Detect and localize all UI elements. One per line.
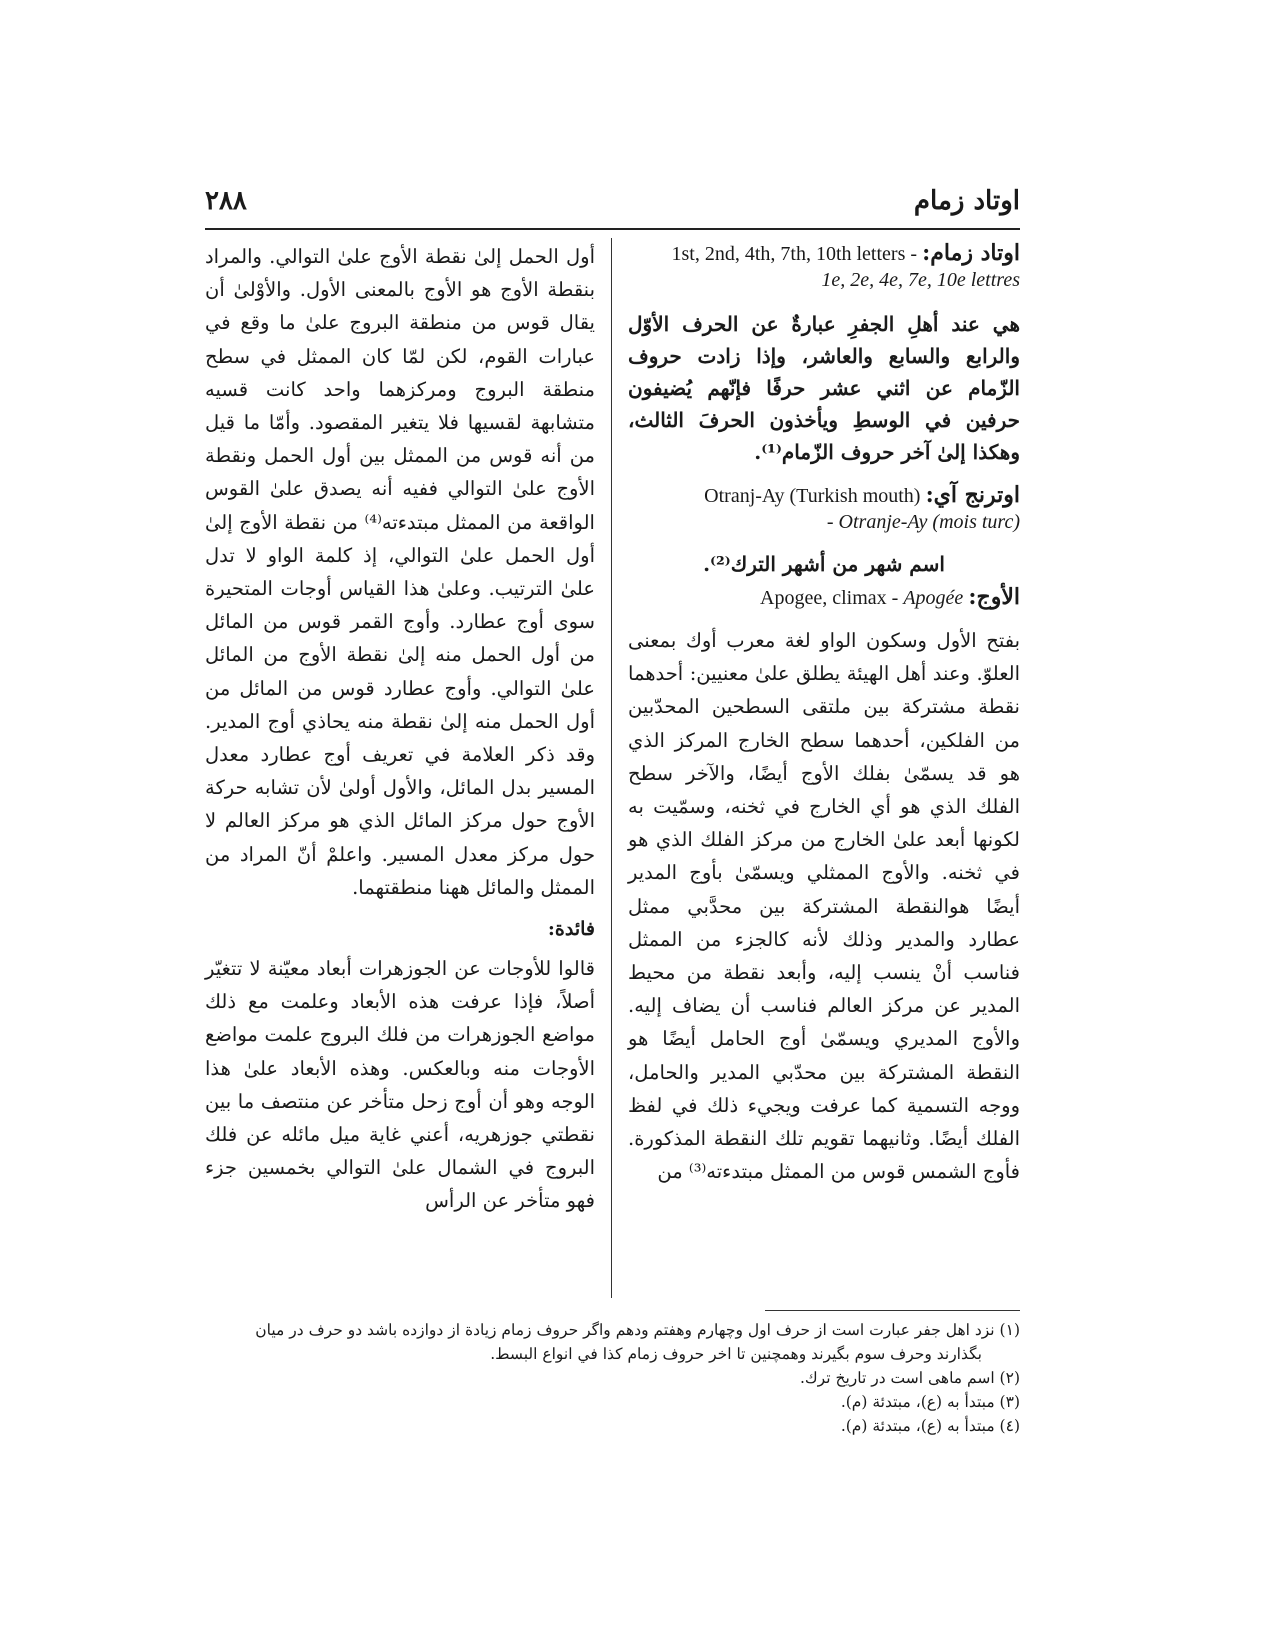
continued-paragraph: أول الحمل إلىٰ نقطة الأوج علىٰ التوالي. والمراد بنقطة الأوج هو الأوج بالمعنى الأول. والأوْلىٰ أن يقال قوس من منطقة البروج علىٰ ما وقع في عبارات القوم، لكن لمّا كان الممثل في سطح منطقة البروج ومركزهما واحد كانت قسيه متشابهة لقسيها فلا يتغير المقصود. وأمّا ما قيل من أنه قوس من الممثل بين أول الحمل ونقطة الأوج علىٰ التوالي ففيه أنه يصدق علىٰ القوس الواقعة من الممثل مبتدءته⁽⁴⁾ من نقطة الأوج إلىٰ أول الحمل علىٰ التوالي، إذ كلمة الواو لا تدل علىٰ الترتيب. وعلىٰ هذا القياس أوجات المتحيرة سوى أوج عطارد. وأوج القمر قوس من المائل من أول الحمل منه إلىٰ نقطة الأوج من المائل علىٰ التوالي. وأوج عطارد قوس من المائل من أول الحمل منه إلىٰ نقطة منه يحاذي أوج المدير. وقد ذكر العلامة في تعريف أوج عطارد معدل المسير بدل المائل، والأول أولىٰ لأن تشابه حركة الأوج حول مركز المائل الذي هو مركز العالم لا حول مركز معدل المسير. واعلمْ أنّ المراد من الممثل والمائل ههنا منطقتهما.	[205, 245, 595, 899]
entry-definition: اسم شهر من أشهر الترك⁽²⁾.	[703, 552, 945, 576]
english-gloss: Apogee, climax -	[760, 587, 904, 609]
footnote-2: (٢) اسم ماهى است در تاريخ ترك.	[799, 1369, 1020, 1387]
english-gloss: Otranj-Ay (Turkish mouth)	[704, 485, 921, 507]
section-paragraph: قالوا للأوجات عن الجوزهرات أبعاد معيّنة لا تتغيّر أصلاً، فإذا عرفت هذه الأبعاد وعلمت مع ذلك مواضع الجوزهرات من فلك البروج علمت مواضع الأوجات منه وبالعكس. وهذه الأبعاد علىٰ هذا الوجه وهو أن أوج زحل متأخر عن منتصف ما بين نقطتي جوزهريه، أعني غاية ميل مائله عن فلك البروج في الشمال علىٰ التوالي بخمسين جزء فهو متأخر عن الرأس	[205, 957, 595, 1213]
footnote-3: (٣) مبتدأ به (ع)، مبتدئة (م).	[840, 1393, 1020, 1411]
footnote-4: (٤) مبتدأ به (ع)، مبتدئة (م).	[840, 1417, 1020, 1435]
headword: اوترنج آي:	[925, 482, 1020, 508]
footnote-1: (١) نزد اهل جفر عبارت است از حرف اول وچهارم وهفتم ودهم واگر حروف زمام زيادة از دوازده باشد دو حرف در ميان	[255, 1321, 1020, 1339]
column-divider	[611, 238, 612, 1298]
entry-body: بفتح الأول وسكون الواو لغة معرب أوك بمعنى العلوّ. وعند أهل الهيئة يطلق علىٰ معنيين: أحدهما نقطة مشتركة بين ملتقى السطحين المحدّبين من الفلكين، أحدهما سطح الخارج المركز الذي هو قد يسمّىٰ بفلك الأوج أيضًا، والآخر سطح الفلك الذي هو أي الخارج في ثخنه، وسمّيت به لكونها أبعد علىٰ الخارج من مركز الفلك الذي هو في ثخنه. والأوج الممثلي ويسمّىٰ بأوج المدير أيضًا هوالنقطة المشتركة بين محدَّبي ممثل عطارد والمدير وذلك لأنه كالجزء من الممثل فناسب أنْ ينسب إليه، وأبعد نقطة من محيط المدير عن مركز العالم فناسب أن يضاف إليه. والأوج المديري ويسمّىٰ أوج الحامل أيضًا هو النقطة المشتركة بين محدّبي المدير والحامل، ووجه التسمية كما عرفت ويجيء ذلك في لفظ الفلك أيضًا. وثانيهما تقويم تلك النقطة المذكورة. فأوج الشمس قوس من الممثل مبتدءته⁽³⁾ من	[628, 629, 1020, 1184]
entry-awtad-zimam-heading	[628, 240, 1020, 266]
headword: الأوج:	[968, 584, 1020, 610]
footnotes	[195, 1318, 1020, 1438]
section-title: فائدة:	[547, 918, 595, 941]
french-gloss: Apogée	[903, 587, 964, 609]
entry-awj-heading	[628, 584, 1020, 610]
page-number: ٢٨٨	[205, 186, 247, 216]
english-gloss: 1st, 2nd, 4th, 7th, 10th letters -	[671, 243, 918, 265]
footnote-1-continued: بگذارند وحرف سوم بگيرند وهمچنين تا اخر حروف زمام كذا في انواع البسط.	[490, 1345, 982, 1363]
running-head: اوتاد زمام	[913, 186, 1020, 216]
right-column	[628, 240, 1020, 1188]
left-column	[205, 240, 595, 1218]
entry-definition: هي عند أهلِ الجفرِ عبارةٌ عن الحرف الأوّل والرابع والسابع والعاشر، وإذا زادت حروف الزّمام عن اثني عشر حرفًا فإنّهم يُضيفون حرفين في الوسطِ ويأخذون الحرفَ الثالث، وهكذا إلىٰ آخر حروف الزّمام⁽¹⁾.	[628, 312, 1020, 464]
footnote-rule	[765, 1310, 1020, 1311]
header-rule	[205, 228, 1020, 230]
entry-otranj-ay-heading	[628, 482, 1020, 508]
headword: اوتاد زمام:	[922, 240, 1020, 266]
french-gloss: - Otranje-Ay (mois turc)	[826, 511, 1020, 533]
french-gloss: 1e, 2e, 4e, 7e, 10e lettres	[821, 269, 1020, 291]
page-header	[205, 186, 1020, 226]
